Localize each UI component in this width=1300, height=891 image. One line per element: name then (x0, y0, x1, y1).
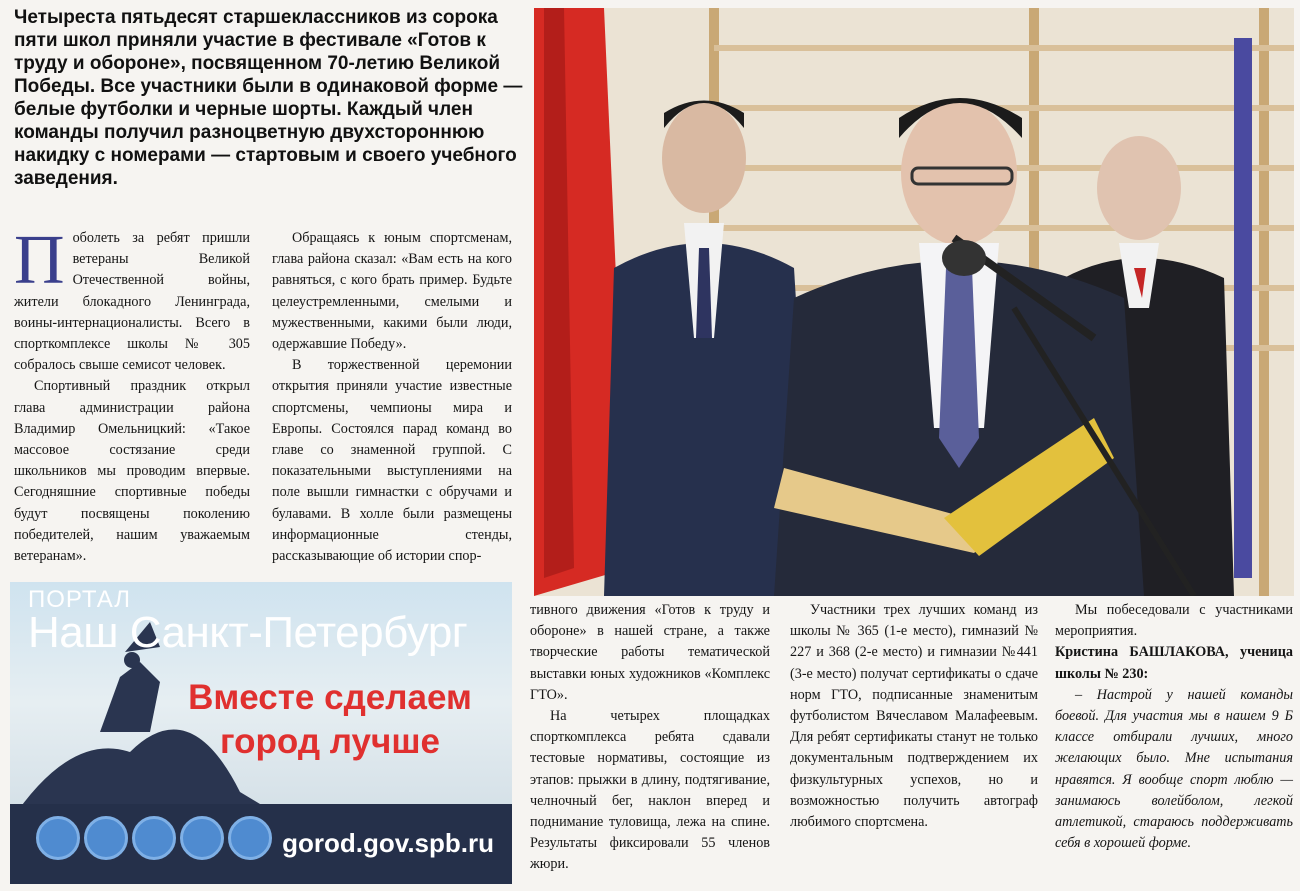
paragraph: тивного движения «Готов к труду и обороне» в нашей стране, а также творческие работы тематической выставки юных художников «Комплекс ГТО». (530, 602, 770, 703)
portal-url-link[interactable]: gorod.gov.spb.ru (282, 828, 494, 858)
paragraph: Мы побеседовали с участниками мероприятия. (1055, 602, 1293, 640)
paragraph: Участники трех лучших команд из школы № 365 (1-е место), гимназий № 227 и 368 (2-е место) и гимназии №441 (3-е место) получат сертификаты о сдаче норм ГТО, подписанные знаменитым футболистом Вячеславом Малафеевым. Для ребят сертификаты станут не только документальным подтверждением их физкультурных успехов, но и возможностью получить автограф любимого спортсмена. (790, 602, 1038, 831)
speech-photo-illustration (534, 8, 1294, 596)
interviewee-name: Кристина БАШЛАКОВА, ученица школы № 230: (1055, 644, 1293, 682)
paragraph: Обращаясь к юным спортсменам, глава района сказал: «Вам есть на кого равняться, с кого брать пример. Будьте целеустремленными, смелыми и мужественными, какими были люди, одержавшие Победу». (272, 230, 512, 353)
pipe-icon (132, 816, 176, 860)
building-icon (36, 816, 80, 860)
article-column-3 (530, 600, 770, 876)
event-photo (534, 8, 1294, 596)
paragraph: В торжественной церемонии открытия приняли участие известные спортсмены, чемпионы мира и Европы. Состоялся парад команд во главе со знаменной группой. С показательными выступлениями на поле вышли гимнастки с обручами и булавами. В холле были размещены информационные стенды, рассказывающие об истории спор- (272, 357, 512, 565)
ad-slogan: Вместе сделаем город лучше (188, 678, 472, 761)
article-column-5 (1055, 600, 1293, 854)
paragraph: Поболеть за ребят пришли ветераны Великой Отечественной войны, жители блокадного Ленинграда, воины-интернационалисты. Всего в спорткомплексе школы № 305 собралось свыше семисот человек. (14, 222, 250, 374)
interview-quote: – Настрой у нашей команды боевой. Для участия мы в нашем 9 Б классе отбирали лучших, много желающих было. Мне испытания нравятся. Я вообще спорт люблю — занимаюсь волейболом, легкой атлетикой, стараюсь поддерживать себя в хорошей форме. (1055, 686, 1293, 852)
drop-cap: П (14, 222, 65, 299)
search-icon (228, 816, 272, 860)
portal-advertisement[interactable] (10, 582, 512, 884)
portal-name: Наш Санкт-Петербург (28, 608, 468, 657)
paragraph: Спортивный праздник открыл глава администрации района Владимир Омельницкий: «Такое массовое состязание среди школьников мы проводим впервые. Сегодняшние спортивные победы будут посвящены поколению победителей, нашим уважаемым ветеранам». (14, 378, 250, 565)
lead-paragraph: Четыреста пятьдесят старшеклассников из сорока пяти школ приняли участие в фестивале «Готов к труду и обороне», посвященном 70-летию Великой Победы. Все участники были в одинаковой форме — белые футболки и черные шорты. Каждый член команды получил разноцветную двухстороннюю накидку с номерами — стартовым и своего учебного заведения. (14, 7, 523, 189)
article-column-1 (14, 222, 250, 567)
tree-icon (180, 816, 224, 860)
article-column-2 (272, 228, 512, 567)
paragraph: На четырех площадках спорткомплекса ребята сдавали тестовые нормативы, состоящие из этапов: прыжки в длину, подтягивание, челночный бег, наклон вперед и поднимание туловища, лежа на спине. Результаты фиксировали 55 членов жюри. (530, 708, 770, 873)
article-column-4 (790, 600, 1038, 833)
bench-icon (84, 816, 128, 860)
portal-label: ПОРТАЛ (28, 586, 131, 613)
ad-footer-bar (10, 804, 512, 884)
